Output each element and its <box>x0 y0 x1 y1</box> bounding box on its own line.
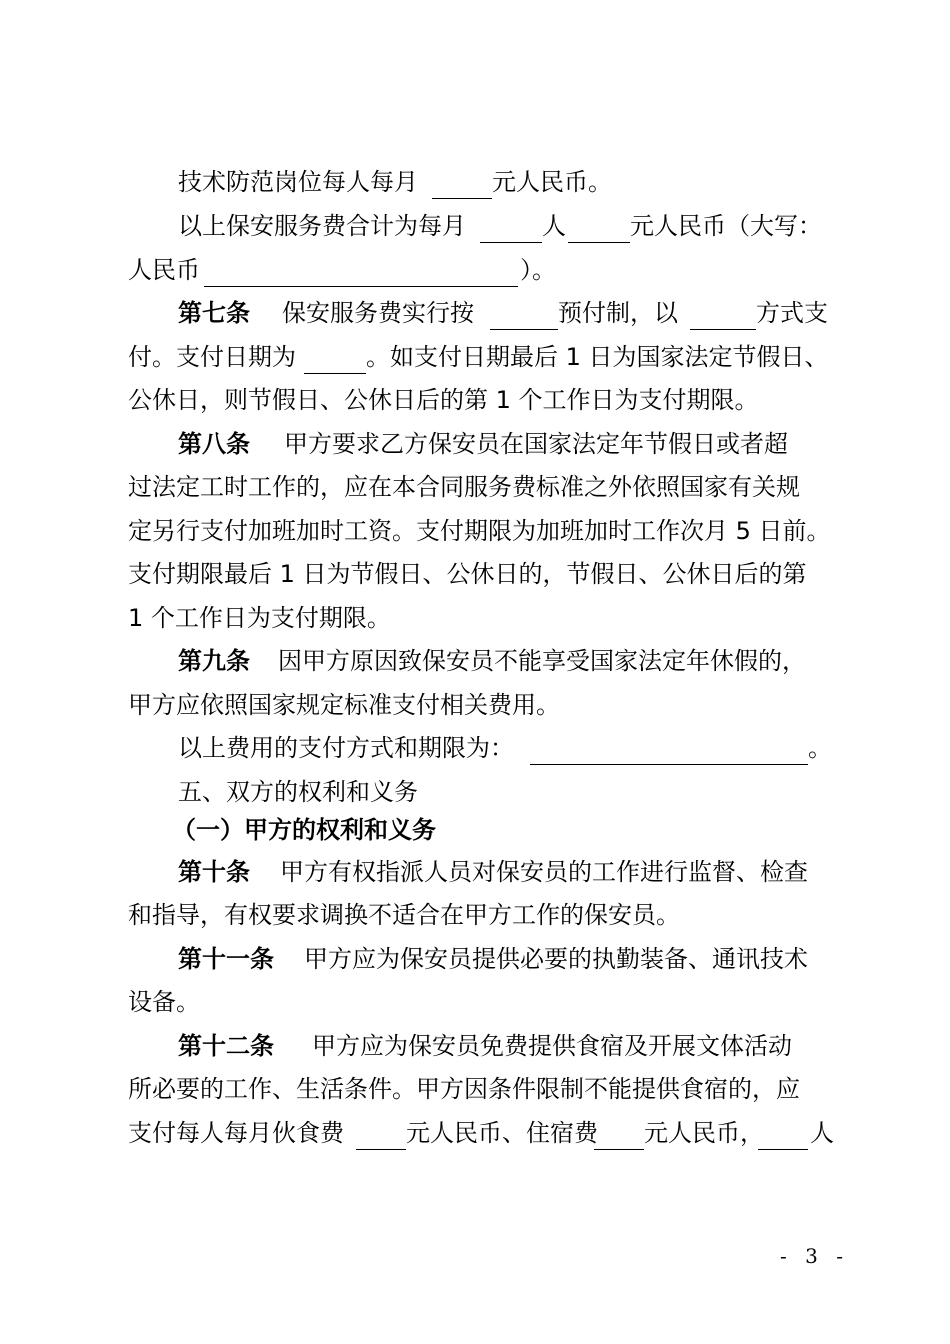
text-segment: 。如支付日期最后 1 日为国家法定节假日、 <box>366 343 829 371</box>
fill-blank[interactable] <box>490 329 558 330</box>
text-segment: 以上保安服务费合计为每月 <box>178 212 466 240</box>
fill-blank[interactable] <box>304 373 366 374</box>
text-segment: 人民币 <box>128 256 200 284</box>
article-heading: 第十二条 <box>178 1032 274 1060</box>
text-segment: 元人民币。 <box>492 168 612 196</box>
fill-blank[interactable] <box>568 242 630 243</box>
text-segment: 元人民币， <box>644 1119 764 1147</box>
text-segment: 甲方应为保安员提供必要的执勤装备、通讯技术 <box>304 945 808 973</box>
paragraph-line <box>0 639 950 683</box>
paragraph-line <box>0 596 950 640</box>
text-segment: 元人民币、住宿费 <box>406 1119 598 1147</box>
text-segment: 以上费用的支付方式和期限为： <box>178 734 514 762</box>
text-segment: 支付每人每月伙食费 <box>128 1119 344 1147</box>
fill-blank[interactable] <box>204 286 518 287</box>
text-segment: 技术防范岗位每人每月 <box>178 168 418 196</box>
paragraph-line <box>0 248 950 292</box>
paragraph-line <box>0 893 950 937</box>
paragraph-line <box>0 980 950 1024</box>
paragraph-line <box>0 937 950 981</box>
text-segment: 因甲方原因致保安员不能享受国家法定年休假的， <box>278 647 806 675</box>
paragraph-line <box>0 422 950 466</box>
fill-blank[interactable] <box>530 764 808 765</box>
article-heading: 第十条 <box>178 858 250 886</box>
paragraph-line <box>0 850 950 894</box>
text-segment: 甲方应为保安员免费提供食宿及开展文体活动 <box>312 1032 792 1060</box>
text-segment: 预付制，以 <box>558 299 678 327</box>
text-segment: （一）甲方的权利和义务 <box>172 816 436 844</box>
text-segment: 设备。 <box>128 988 200 1016</box>
text-segment: 方式支 <box>756 299 828 327</box>
fill-blank[interactable] <box>758 1149 808 1150</box>
text-segment: 公休日，则节假日、公休日后的第 1 个工作日为支付期限。 <box>128 386 759 414</box>
text-segment: 定另行支付加班加时工资。支付期限为加班加时工作次月 5 日前。 <box>128 517 831 545</box>
text-segment: 甲方有权指派人员对保安员的工作进行监督、检查 <box>280 858 808 886</box>
paragraph-line <box>0 552 950 596</box>
article-heading: 第八条 <box>178 430 250 458</box>
fill-blank[interactable] <box>432 198 492 199</box>
text-segment: 元人民币（大写： <box>630 212 822 240</box>
paragraph-line <box>0 1067 950 1111</box>
text-segment: 甲方应依照国家规定标准支付相关费用。 <box>128 691 560 719</box>
paragraph-line <box>0 683 950 727</box>
text-segment: 。 <box>808 734 832 762</box>
text-segment: 支付期限最后 1 日为节假日、公休日的，节假日、公休日后的第 <box>128 560 807 588</box>
article-heading: 第九条 <box>178 647 250 675</box>
text-segment: 所必要的工作、生活条件。甲方因条件限制不能提供食宿的，应 <box>128 1075 800 1103</box>
paragraph-line <box>0 465 950 509</box>
paragraph-line <box>0 291 950 335</box>
paragraph-line <box>0 335 950 379</box>
article-heading: 第十一条 <box>178 945 274 973</box>
text-segment: 和指导，有权要求调换不适合在甲方工作的保安员。 <box>128 901 680 929</box>
article-heading: 第七条 <box>178 299 250 327</box>
text-segment: 五、双方的权利和义务 <box>178 778 418 806</box>
text-segment: 保安服务费实行按 <box>282 299 474 327</box>
text-segment: ）。 <box>520 256 556 284</box>
page-number: - 3 - <box>780 1244 849 1268</box>
text-segment: 人 <box>542 212 566 240</box>
text-segment: 1 个工作日为支付期限。 <box>128 604 391 632</box>
paragraph-line <box>0 160 950 204</box>
paragraph-line <box>0 204 950 248</box>
paragraph-line <box>0 1024 950 1068</box>
paragraph-line <box>0 726 950 770</box>
subsection-heading <box>0 808 950 852</box>
fill-blank[interactable] <box>690 329 756 330</box>
fill-blank[interactable] <box>480 242 542 243</box>
paragraph-line <box>0 378 950 422</box>
fill-blank[interactable] <box>356 1149 406 1150</box>
text-segment: 付。支付日期为 <box>128 343 296 371</box>
text-segment: 人 <box>810 1119 834 1147</box>
text-segment: 甲方要求乙方保安员在国家法定年节假日或者超 <box>284 430 788 458</box>
text-segment: 过法定工时工作的，应在本合同服务费标准之外依照国家有关规 <box>128 473 800 501</box>
paragraph-line <box>0 1111 950 1155</box>
fill-blank[interactable] <box>594 1149 644 1150</box>
paragraph-line <box>0 509 950 553</box>
